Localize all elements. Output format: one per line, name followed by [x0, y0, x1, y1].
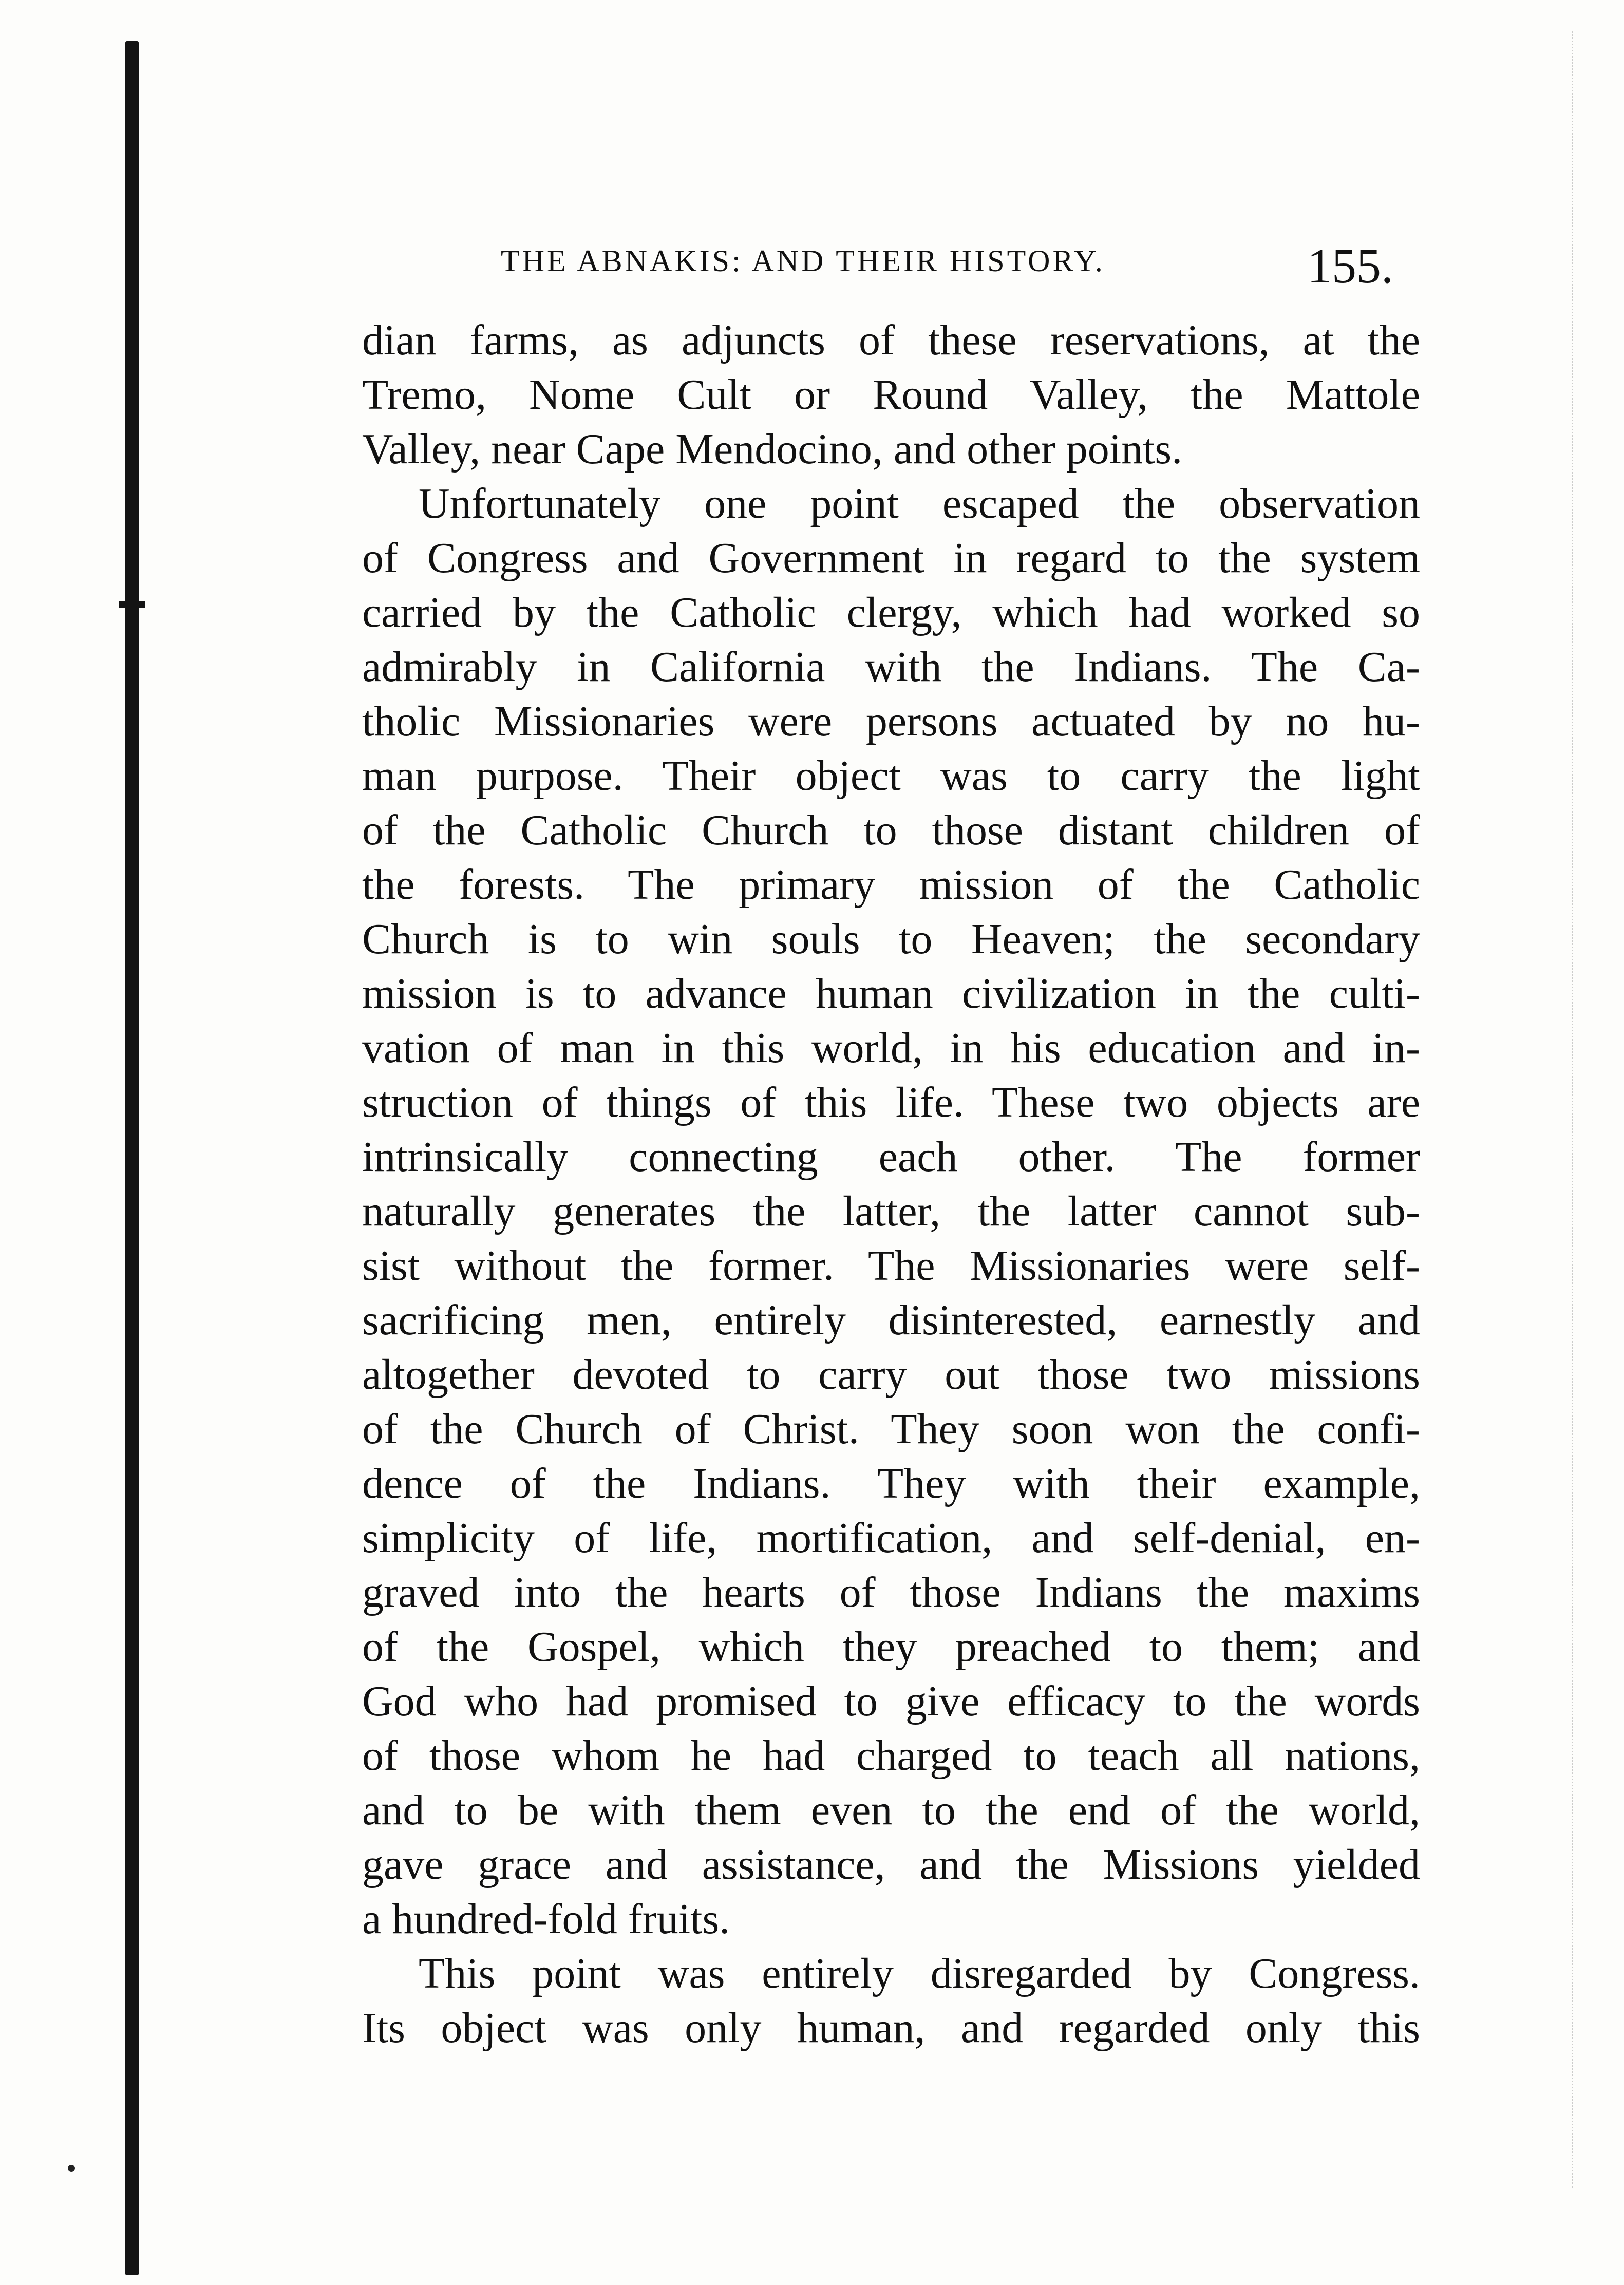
text-line: struction of things of this life. These two objects are: [362, 1079, 1420, 1126]
text-line: graved into the hearts of those Indians the maxims: [362, 1569, 1420, 1616]
scan-speck: [68, 2165, 75, 2172]
text-line: Valley, near Cape Mendocino, and other points.: [362, 425, 1183, 473]
text-line: man purpose. Their object was to carry the light: [362, 752, 1420, 800]
text-line: of Congress and Government in regard to the system: [362, 534, 1420, 582]
text-line: intrinsically connecting each other. The former: [362, 1133, 1420, 1181]
text-line: and to be with them even to the end of the world,: [362, 1786, 1420, 1834]
text-line: admirably in California with the Indians. The Ca-: [362, 643, 1420, 691]
text-line: Unfortunately one point escaped the observation: [419, 480, 1420, 527]
binding-edge-mark: [119, 601, 145, 608]
binding-edge-line: [125, 41, 139, 2275]
page-number: 155.: [1307, 238, 1393, 293]
text-line: God who had promised to give efficacy to the words: [362, 1677, 1420, 1725]
text-line: dian farms, as adjuncts of these reservations, at the: [362, 316, 1420, 364]
text-line: This point was entirely disregarded by Congress.: [419, 1950, 1420, 1997]
text-line: vation of man in this world, in his education and in-: [362, 1024, 1420, 1072]
body-text: [362, 313, 1420, 2055]
text-line: sist without the former. The Missionaries were self-: [362, 1242, 1420, 1290]
text-line: simplicity of life, mortification, and self-denial, en-: [362, 1514, 1420, 1562]
page-edge-specks: [1572, 31, 1594, 2188]
text-line: carried by the Catholic clergy, which had worked so: [362, 589, 1420, 636]
text-line: Tremo, Nome Cult or Round Valley, the Mattole: [362, 371, 1420, 419]
text-line: a hundred-fold fruits.: [362, 1895, 730, 1943]
text-line: of the Church of Christ. They soon won the confi-: [362, 1405, 1420, 1453]
text-line: the forests. The primary mission of the Catholic: [362, 861, 1420, 909]
running-head: [501, 237, 1425, 294]
text-line: Its object was only human, and regarded only this: [362, 2004, 1420, 2052]
text-line: tholic Missionaries were persons actuated by no hu-: [362, 697, 1420, 745]
text-line: of the Gospel, which they preached to them; and: [362, 1623, 1420, 1671]
text-line: of those whom he had charged to teach all nations,: [362, 1732, 1420, 1780]
text-line: Church is to win souls to Heaven; the secondary: [362, 915, 1420, 963]
text-line: mission is to advance human civilization in the culti-: [362, 970, 1420, 1017]
text-line: sacrificing men, entirely disinterested, earnestly and: [362, 1296, 1420, 1344]
text-line: altogether devoted to carry out those two missions: [362, 1351, 1420, 1399]
text-line: gave grace and assistance, and the Missions yielded: [362, 1841, 1420, 1889]
text-line: naturally generates the latter, the latter cannot sub-: [362, 1187, 1420, 1235]
text-line: of the Catholic Church to those distant children of: [362, 806, 1420, 854]
running-head-title: THE ABNAKIS: AND THEIR HISTORY.: [501, 244, 1105, 278]
text-line: dence of the Indians. They with their example,: [362, 1460, 1420, 1507]
